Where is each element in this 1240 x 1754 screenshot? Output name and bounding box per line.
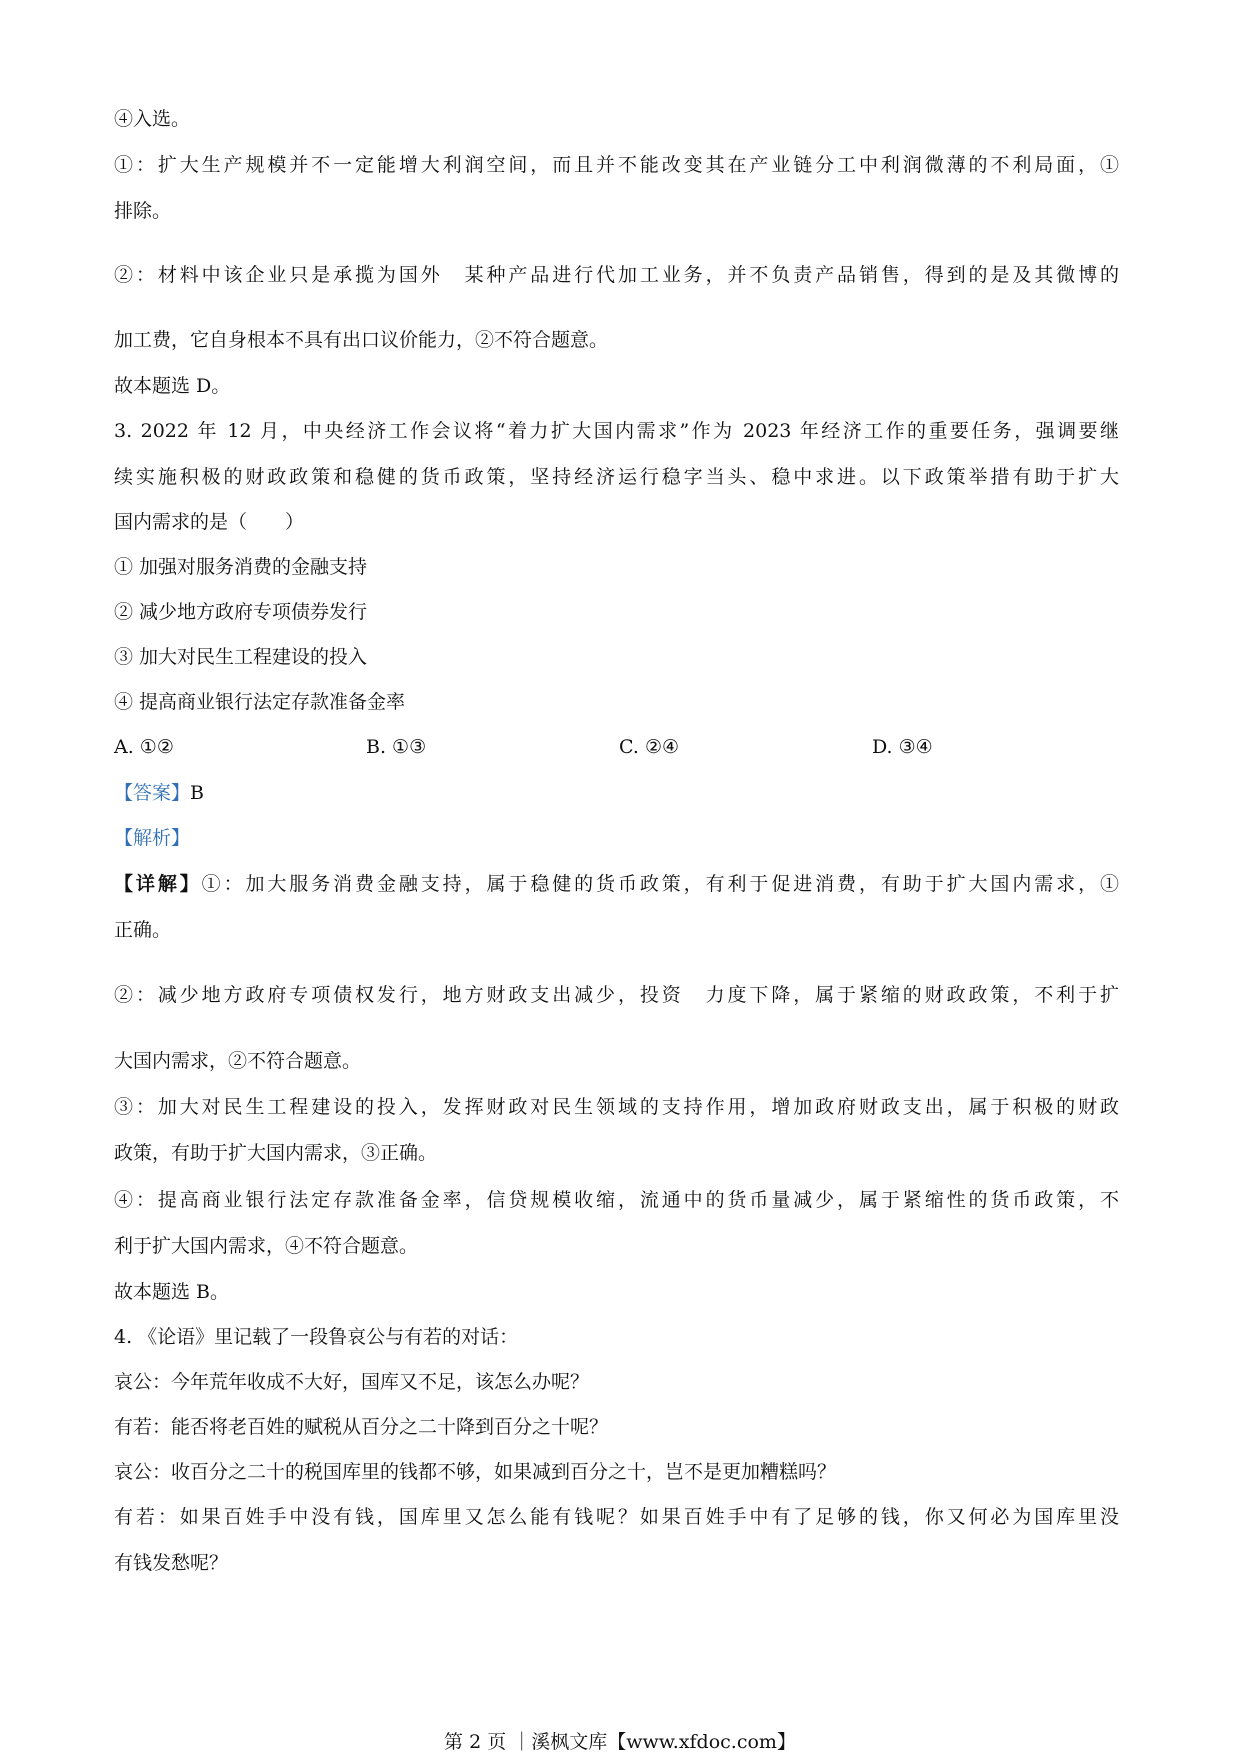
dialogue-line: 有若：能否将老百姓的赋税从百分之二十降到百分之十呢？	[114, 1416, 609, 1438]
text-line: 正确。	[114, 919, 172, 941]
dialogue-line: 哀公：今年荒年收成不大好，国库又不足，该怎么办呢？	[114, 1371, 590, 1393]
text-line: ①：扩大生产规模并不一定能增大利润空间，而且并不能改变其在产业链分工中利润微薄的不利局面，①	[114, 154, 1119, 176]
text-line: 大国内需求，②不符合题意。	[114, 1050, 362, 1072]
question-3-stem: 3. 2022 年 12 月，中央经济工作会议将“着力扩大国内需求”作为 2023 年经济工作的重要任务，强调要继	[114, 420, 1119, 442]
dialogue-line: 哀公：收百分之二十的税国库里的钱都不够，如果减到百分之十，岂不是更加糟糕吗？	[114, 1461, 837, 1483]
text-line: ④入选。	[114, 108, 191, 130]
text-line: ④：提高商业银行法定存款准备金率，信贷规模收缩，流通中的货币量减少，属于紧缩性的货币政策，不	[114, 1189, 1119, 1211]
option-d: D. ③④	[872, 736, 933, 758]
text-line: 故本题选 D。	[114, 375, 231, 397]
text-line: ②：减少地方政府专项债权发行，地方财政支出减少，投资 力度下降，属于紧缩的财政政策，不利于扩	[114, 984, 1119, 1006]
analysis-tag: 【解析】	[114, 827, 191, 849]
option-c: C. ②④	[619, 736, 680, 758]
detail-text: ①：加大服务消费金融支持，属于稳健的货币政策，有利于促进消费，有助于扩大国内需求，①	[201, 873, 1119, 895]
detail-tag: 【详解】	[114, 873, 202, 895]
page-footer: 第 2 页 ｜溪枫文库【www.xfdoc.com】	[444, 1731, 796, 1753]
statement-item: ③ 加大对民生工程建设的投入	[114, 646, 368, 668]
answer-line	[114, 781, 204, 805]
option-a: A. ①②	[114, 736, 174, 758]
answer-tag: 【答案】	[114, 782, 191, 804]
text-line: 政策，有助于扩大国内需求，③正确。	[114, 1142, 438, 1164]
text-line: 加工费，它自身根本不具有出口议价能力，②不符合题意。	[114, 329, 609, 351]
detail-line	[114, 872, 1119, 896]
text-line: ②：材料中该企业只是承揽为国外 某种产品进行代加工业务，并不负责产品销售，得到的是及其微博的	[114, 264, 1119, 286]
statement-item: ② 减少地方政府专项债券发行	[114, 601, 368, 623]
text-line: ③：加大对民生工程建设的投入，发挥财政对民生领域的支持作用，增加政府财政支出，属于积极的财政	[114, 1096, 1119, 1118]
dialogue-line: 有若：如果百姓手中没有钱，国库里又怎么能有钱呢？如果百姓手中有了足够的钱，你又何必为国库里没	[114, 1506, 1119, 1528]
question-3-stem: 续实施积极的财政政策和稳健的货币政策，坚持经济运行稳字当头、稳中求进。以下政策举措有助于扩大	[114, 466, 1119, 488]
statement-item: ① 加强对服务消费的金融支持	[114, 556, 368, 578]
dialogue-line: 有钱发愁呢？	[114, 1552, 229, 1574]
option-b: B. ①③	[366, 736, 427, 758]
question-3-stem: 国内需求的是（ ）	[114, 511, 305, 533]
answer-value: B	[190, 782, 204, 804]
text-line: 故本题选 B。	[114, 1281, 230, 1303]
text-line: 排除。	[114, 200, 172, 222]
text-line: 利于扩大国内需求，④不符合题意。	[114, 1235, 419, 1257]
question-4-stem: 4. 《论语》里记载了一段鲁哀公与有若的对话：	[114, 1326, 519, 1348]
statement-item: ④ 提高商业银行法定存款准备金率	[114, 691, 406, 713]
